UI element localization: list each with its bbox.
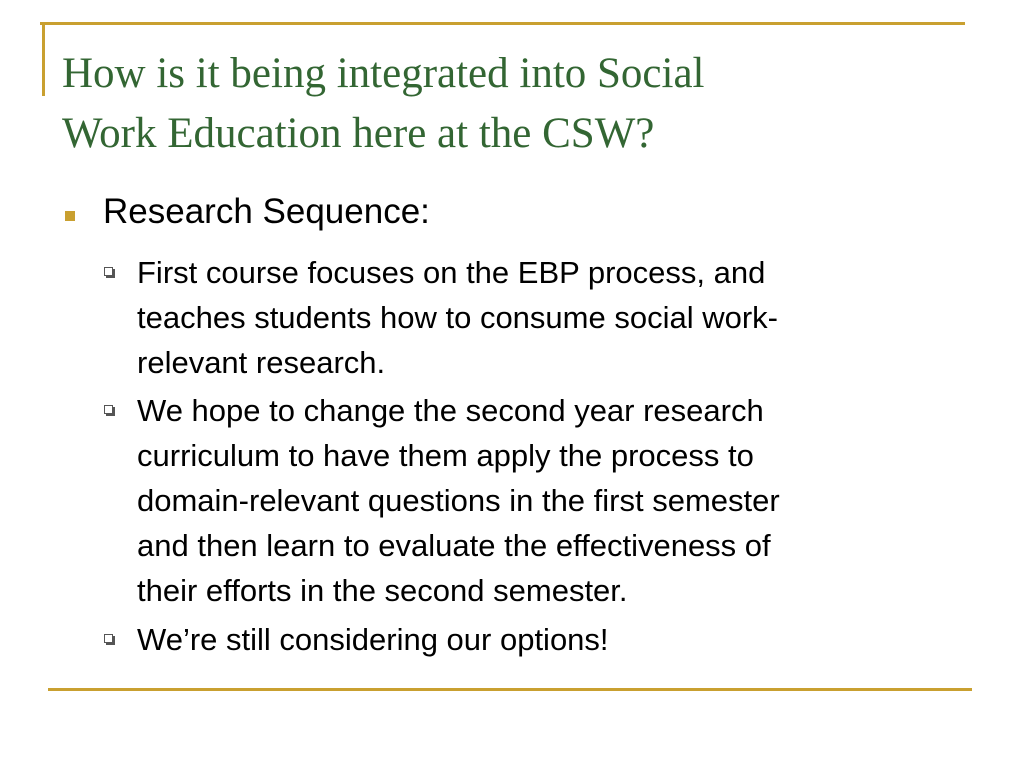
left-rule <box>42 22 45 96</box>
sub-bullet-line: and then learn to evaluate the effectiveness of <box>137 528 771 563</box>
sub-bullet-line: domain-relevant questions in the first semester <box>137 483 780 518</box>
filled-square-bullet-icon <box>65 211 75 221</box>
sub-bullet-line: curriculum to have them apply the process to <box>137 438 754 473</box>
top-rule <box>40 22 965 25</box>
sub-bullet-text <box>137 388 780 613</box>
sub-bullet-line: First course focuses on the EBP process, and <box>137 255 766 290</box>
sub-bullet-text <box>137 250 778 385</box>
bullet-label: Research Sequence: <box>103 192 430 231</box>
sub-bullet-line: their efforts in the second semester. <box>137 573 628 608</box>
sub-bullet-line: We hope to change the second year research <box>137 393 764 428</box>
sub-bullet-text <box>137 617 609 662</box>
slide-title-line: How is it being integrated into Social <box>62 50 705 97</box>
bottom-rule <box>48 688 972 691</box>
slide-title <box>62 44 962 164</box>
sub-bullet-line: We’re still considering our options! <box>137 622 609 657</box>
slide-title-line: Work Education here at the CSW? <box>62 110 655 157</box>
sub-bullet-line: relevant research. <box>137 345 386 380</box>
hollow-square-bullet-icon <box>104 634 113 643</box>
sub-bullet-line: teaches students how to consume social work- <box>137 300 778 335</box>
hollow-square-bullet-icon <box>104 405 113 414</box>
hollow-square-bullet-icon <box>104 267 113 276</box>
